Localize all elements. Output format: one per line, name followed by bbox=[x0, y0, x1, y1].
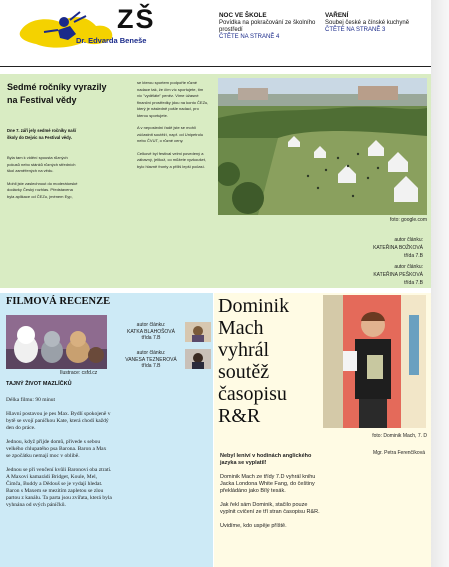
paragraph: Hlavní postavou je pes Max. Bydlí spokojeně v bytě se svojí paníčkou Kate, která chodí každý den do práce. bbox=[6, 411, 111, 431]
film-illustration bbox=[6, 315, 107, 369]
paragraph: Celkově byl festival velmi povedený a zábavný, jelikož, co můžete vyzkoušet, bylo hlavně fronty a příliš lepší počasí. bbox=[137, 150, 206, 169]
paragraph: Byla tam k vidění spousta různých pokusů nebo stánků různých středních škol zaměřených na vědu. bbox=[7, 155, 76, 173]
paragraph: Dominik Mach ze třídy 7.D vyhrál knihu Jacka Londona White Fang, do češtiny překládáno jako Bílý tesák. bbox=[220, 474, 316, 494]
teaser-link[interactable]: ČTĚTE NA STRANĚ 3 bbox=[325, 27, 386, 33]
festival-column-1 bbox=[7, 155, 79, 206]
contest-body bbox=[220, 453, 320, 537]
author-class: třída 7.B bbox=[404, 253, 423, 259]
festival-photo-caption: foto: google.com bbox=[390, 217, 427, 223]
author-name: VANESA TEZNEROVÁ bbox=[125, 356, 177, 363]
author-class: třída 7.B bbox=[141, 335, 161, 341]
author-name: KATEŘINA PEŠKOVÁ bbox=[373, 272, 423, 278]
contest-author: Mgr. Petra Ferenčíková bbox=[373, 450, 425, 456]
festival-lead: Dne 7. září jely sedmé ročníky naší školy do Dejvic na Festival vědy. bbox=[7, 128, 77, 140]
author-photo bbox=[185, 349, 211, 369]
author-class: třída 7.B bbox=[141, 363, 161, 369]
news-teaser-cooking[interactable] bbox=[325, 12, 425, 34]
festival-headline: Sedmé ročníky vyrazily na Festival vědy bbox=[7, 82, 107, 105]
film-review-heading: FILMOVÁ RECENZE bbox=[6, 296, 111, 307]
film-title: TAJNÝ ŽIVOT MAZLÍČKŮ bbox=[6, 381, 72, 387]
author-name: KATKA BLAHOŠOVÁ bbox=[127, 328, 175, 335]
film-author-1 bbox=[120, 322, 182, 342]
paragraph: Délka filmu: 90 minut bbox=[6, 397, 56, 403]
author-photo bbox=[185, 322, 211, 342]
film-author-2 bbox=[120, 350, 182, 370]
author-class: třída 7.B bbox=[404, 280, 423, 286]
film-illustration-caption: Ilustrace: csfd.cz bbox=[60, 370, 98, 376]
paragraph: Jednou, když přijde domů, přivede s sebou velkého chlupatého psa Barona. Baron a Max se zpočátku nemají moc v oblibě. bbox=[6, 439, 107, 459]
contest-photo-caption: foto: Dominik Mach, 7. D bbox=[372, 433, 427, 439]
author-label: autor článku: bbox=[136, 350, 166, 356]
festival-author-1 bbox=[330, 236, 423, 260]
masthead bbox=[0, 0, 431, 66]
author-label: autor článku: bbox=[394, 237, 423, 243]
teaser-link[interactable]: ČTĚTE NA STRANĚ 4 bbox=[219, 34, 280, 40]
contest-lead: Nebyl leniví v hodinách anglického jazyka se vyplatil! bbox=[220, 453, 312, 466]
film-review-body bbox=[6, 397, 112, 516]
news-teaser-night[interactable] bbox=[219, 12, 319, 41]
festival-photo bbox=[218, 78, 427, 215]
school-logo bbox=[14, 10, 204, 54]
author-name: KATEŘINA BOŽKOVÁ bbox=[373, 245, 423, 251]
paragraph: se kterou sportem podpořte různé nadace tak, že čím víc sportujete, tím víc "vyděláte" peněz. Víme úžasné finanční prostředky jdou na konto ČEZu, který je následně pošle nadaci, pro kterou sportujete. bbox=[137, 80, 209, 118]
masthead-rule bbox=[0, 66, 431, 67]
author-label: autor článku: bbox=[136, 322, 166, 328]
author-label: autor článku: bbox=[394, 264, 423, 270]
paragraph: Mohli jste zaslechnout do moderátorské dodávky Český rozhlas. Představena byla aplikace od ČEZu, jménem Eyp, bbox=[7, 180, 78, 199]
page-shadow bbox=[431, 0, 449, 567]
paragraph: Uvidíme, kdo uspěje příště. bbox=[220, 523, 287, 529]
teaser-text: Soubej české a čínské kuchyně bbox=[325, 20, 410, 26]
teaser-title: VAŘENÍ bbox=[325, 12, 349, 19]
logo-wordmark: ZŠ bbox=[117, 4, 156, 34]
paragraph: Jak řekl sám Dominik, stačilo pouze vyplnit cvičení ze tří stran časopisu R&R. bbox=[220, 502, 320, 515]
teaser-title: NOC VE ŠKOLE bbox=[219, 12, 267, 19]
teaser-text: Povídka na pokračování ze školního prostředí bbox=[219, 20, 316, 33]
contest-headline: Dominik Mach vyhrál soutěž časopisu R&R bbox=[218, 295, 290, 427]
contest-photo bbox=[323, 295, 426, 428]
paragraph: A v neposlední řadě jste se mohli zúčastnit soutěží, např. od Unipetrolu nebo ČVUT, o různé ceny. bbox=[137, 125, 204, 143]
paragraph: Jednou se při venčení kvůli Baronovi oba ztratí. A Maxovi kamarádi Bridget, Koule, Mel, Čimča, Buddy a Dědouš se je vydají hledat. Baron s Maxem se mezitím zapletou se zlou partou z kanálu. Ta parta jsou zvířata, která byla vyhnána od svých páníčků. bbox=[6, 467, 112, 508]
festival-author-2 bbox=[330, 263, 423, 287]
logo-subtitle: Dr. Edvarda Beneše bbox=[76, 36, 147, 45]
festival-column-2 bbox=[137, 80, 209, 176]
